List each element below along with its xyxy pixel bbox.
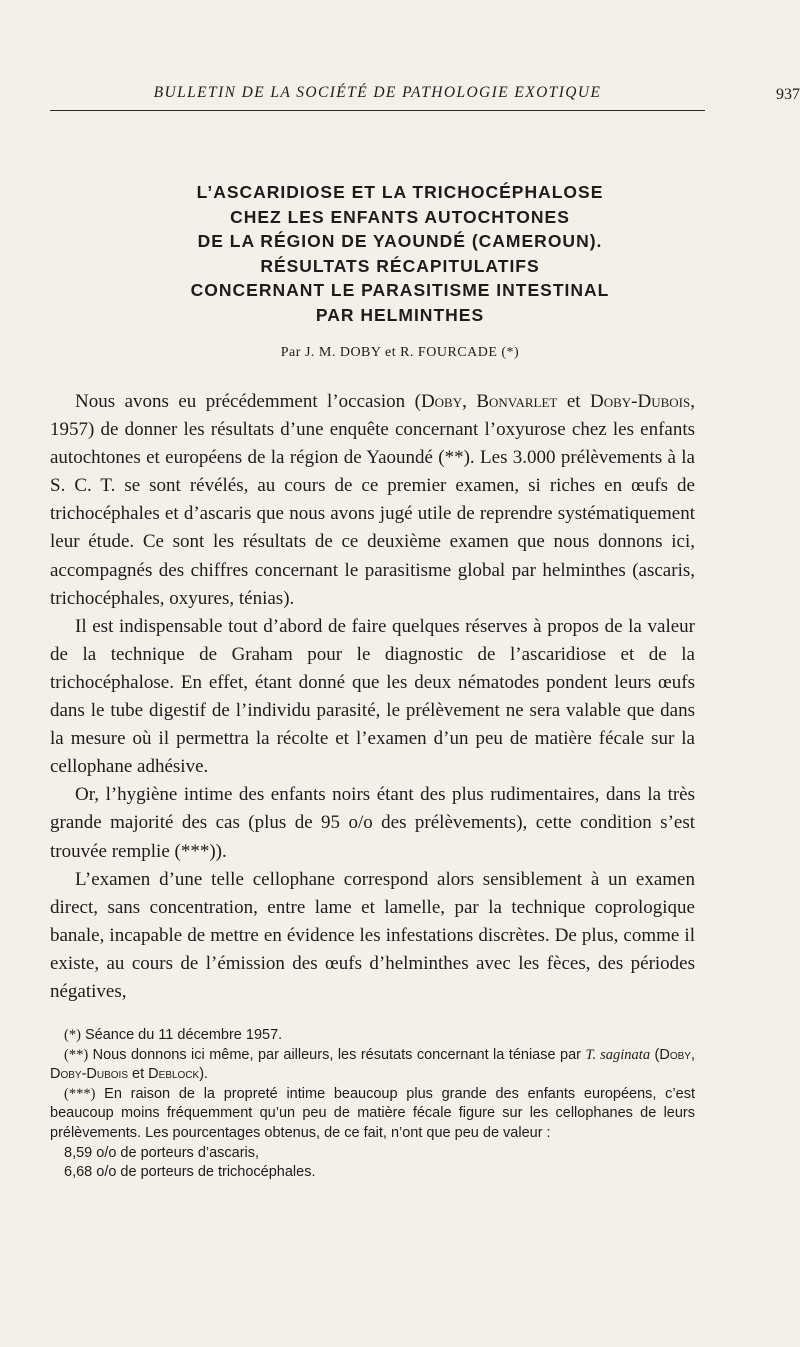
title-line: CONCERNANT LE PARASITISME INTESTINAL [190,280,610,301]
footnote-reference: (*) [501,345,520,360]
text-run: Nous avons eu précédemment l’occasion ( [75,391,421,412]
footnote-mark: (*) [64,1027,81,1043]
footnote-text: ). [199,1066,209,1083]
article-title [60,180,740,328]
page-number: 937 [776,86,800,103]
title-line: DE LA RÉGION DE YAOUNDÉ (CAMEROUN). [197,231,603,252]
body-paragraph: Or, l’hygiène intime des enfants noirs étant des plus rudimentaires, dans la très grande majorité des cas (plus de 95 o/o des prélèvements), cette condition s’est trouvée remplie (***)). [50,784,695,862]
footnote-text: En raison de la propreté intime beaucoup plus grande des enfants européens, c’est beaucoup moins fréquemment qu’un peu de matière fécale figure sur les cellophanes de leurs prélèvements. Les pourcentages obtenus, de ce fait, n’ont que peu de valeur : [50,1085,695,1141]
species-name: T. saginata [585,1046,651,1063]
cited-author: Deblock [148,1066,200,1083]
footnote [50,1085,695,1144]
cited-author: Doby [420,391,463,412]
text-run: et [557,391,591,412]
author-name: R. FOURCADE [400,345,498,360]
author-name: J. M. DOBY [304,345,381,360]
footnote-text: Nous donnons ici même, par ailleurs, les résutats concernant la téniase par [92,1046,586,1063]
footnote-mark: (**) [64,1046,89,1063]
footnote-text: , [690,1046,695,1063]
footnote [50,1046,695,1085]
text-run: , [462,391,477,412]
article-body [50,388,695,1006]
footnote-line: 8,59 o/o de porteurs d’ascaris, [64,1144,260,1161]
footnote-line: 6,68 o/o de porteurs de trichocéphales. [64,1164,316,1181]
running-header [50,80,800,111]
footnote-mark: (***) [64,1085,96,1102]
running-title: BULLETIN DE LA SOCIÉTÉ DE PATHOLOGIE EXOTIQUE [153,84,602,101]
text-run: , 1957) de donner les résultats d’une enquête concernant l’oxyurose chez les enfants autochtones et européens de la région de Yaoundé (**). Les 3.000 prélèvements à la S. C. T. se sont révélés, au cours de ce premier examen, si riches en œufs de trichocéphales et d’ascaris que nous avons jugé utile de reprendre systématiquement leur étude. Ce sont les résultats de ce deuxième examen que nous donnons ici, accompagnés des chiffres concernant le parasitisme global par helminthes (ascaris, trichocéphales, oxyures, ténias). [50,391,695,609]
authors-prefix: Par [280,345,301,360]
cited-author: Bonvarlet [476,391,558,412]
title-line: PAR HELMINTHES [315,304,485,325]
footnote [50,1026,695,1046]
footnote-text: et [128,1066,149,1083]
body-paragraph [50,388,695,613]
footnote-text: Séance du 11 décembre 1957. [84,1027,283,1043]
cited-author: Doby-Dubois [590,391,691,412]
body-paragraph: Il est indispensable tout d’abord de faire quelques réserves à propos de la valeur de la technique de Graham pour le diagnostic de l’ascaridiose et de la trichocéphalose. En effet, étant donné que les deux nématodes pondent leurs œufs dans le tube digestif de l’individu parasité, le prélèvement ne sera valable que dans la mesure où il permettra la récolte et l’examen d’un peu de matière fécale sur la cellophane adhésive. [50,615,695,778]
cited-author: Doby [659,1046,691,1063]
authors-line [0,345,800,361]
title-line: L’ASCARIDIOSE ET LA TRICHOCÉPHALOSE [196,182,604,202]
title-line: RÉSULTATS RÉCAPITULATIFS [260,255,540,276]
cited-author: Doby-Dubois [50,1066,129,1083]
body-paragraph: L’examen d’une telle cellophane correspond alors sensiblement à un examen direct, sans concentration, entre lame et lamelle, par la technique coprologique banale, incapable de mettre en évidence les infestations discrètes. De plus, comme il existe, au cours de l’émission des œufs d’helminthes avec les fèces, des périodes négatives, [50,868,695,1002]
footnote-text: ( [650,1046,660,1063]
authors-conjunction: et [384,345,397,360]
title-line: CHEZ LES ENFANTS AUTOCHTONES [230,206,570,227]
footnotes [50,1026,695,1183]
